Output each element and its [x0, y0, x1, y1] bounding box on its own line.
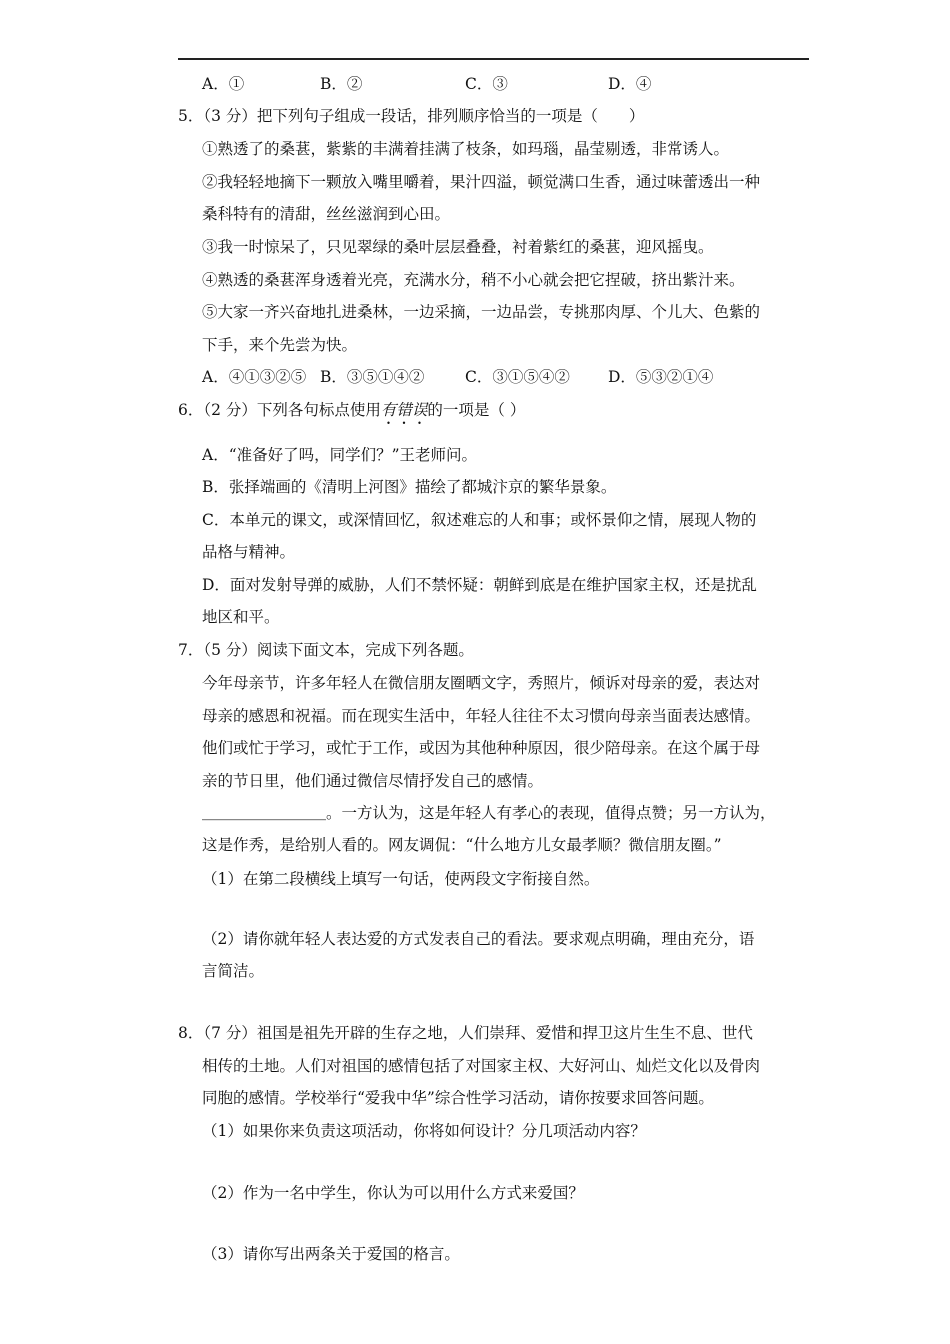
q8-subquestion-3: （3）请你写出两条关于爱国的格言。 — [202, 1245, 460, 1263]
q6-stem-emphasis: 有错误 — [380, 401, 428, 419]
q5-option-b: B．③⑤①④② — [320, 368, 425, 386]
q7-passage-line: 母亲的感恩和祝福。而在现实生活中，年轻人往往不太习惯向母亲当面表达感情。 — [202, 707, 761, 725]
q5-sentence: ④熟透的桑葚浑身透着光亮，充满水分，稍不小心就会把它捏破，挤出紫汁来。 — [202, 271, 745, 289]
q8-stem-line: 同胞的感情。学校举行“爱我中华”综合性学习活动，请你按要求回答问题。 — [202, 1089, 714, 1107]
q6-stem-before: 6．（2 分）下列各句标点使用 — [178, 401, 381, 419]
q6-option-d: D．面对发射导弹的威胁，人们不禁怀疑：朝鲜到底是在维护国家主权，还是扰乱 — [202, 576, 757, 594]
q8-stem-line: 相传的土地。人们对祖国的感情包括了对国家主权、大好河山、灿烂文化以及骨肉 — [202, 1057, 761, 1075]
q7-passage-line: ＿＿＿＿＿＿＿＿。一方认为，这是年轻人有孝心的表现，值得点赞；另一方认为， — [202, 804, 776, 822]
q4-option-a: A．① — [202, 75, 245, 93]
q7-subquestion-2-cont: 言简洁。 — [202, 962, 265, 980]
q5-sentence: ⑤大家一齐兴奋地扎进桑林，一边采摘，一边品尝，专挑那肉厚、个儿大、色紫的 — [202, 303, 761, 321]
q5-sentence: 桑科特有的清甜，丝丝滋润到心田。 — [202, 205, 451, 223]
q5-sentence: ①熟透了的桑葚，紫紫的丰满着挂满了枝条，如玛瑙，晶莹剔透，非常诱人。 — [202, 140, 730, 158]
q7-passage-line: 他们或忙于学习，或忙于工作，或因为其他种种原因，很少陪母亲。在这个属于母 — [202, 739, 761, 757]
q6-option-a: A．“准备好了吗，同学们？”王老师问。 — [202, 446, 478, 464]
q6-option-d-cont: 地区和平。 — [202, 608, 280, 626]
q4-option-d: D．④ — [608, 75, 652, 93]
q5-sentence: 下手，来个先尝为快。 — [202, 336, 358, 354]
q8-stem: 8．（7 分）祖国是祖先开辟的生存之地，人们崇拜、爱惜和捍卫这片生生不息、世代 — [178, 1024, 753, 1042]
q6-option-b: B．张择端画的《清明上河图》描绘了都城汴京的繁华景象。 — [202, 478, 617, 496]
q7-passage-line: 亲的节日里，他们通过微信尽情抒发自己的感情。 — [202, 772, 544, 790]
q5-stem: 5．（3 分）把下列句子组成一段话，排列顺序恰当的一项是（ ） — [178, 107, 645, 125]
q4-option-b: B．② — [320, 75, 363, 93]
q5-sentence: ②我轻轻地摘下一颗放入嘴里嚼着，果汁四溢，顿觉满口生香，通过味蕾透出一种 — [202, 173, 761, 191]
q6-stem — [178, 400, 525, 428]
q8-subquestion-2: （2）作为一名中学生，你认为可以用什么方式来爱国？ — [202, 1184, 584, 1202]
q6-stem-after: 的一项是（ ） — [427, 401, 526, 419]
q5-option-c: C．③①⑤④② — [465, 368, 570, 386]
q7-subquestion-1: （1）在第二段横线上填写一句话，使两段文字衔接自然。 — [202, 870, 600, 888]
header-rule — [178, 58, 809, 60]
q5-sentence: ③我一时惊呆了，只见翠绿的桑叶层层叠叠，衬着紫红的桑葚，迎风摇曳。 — [202, 238, 714, 256]
q4-option-c: C．③ — [465, 75, 508, 93]
q7-passage-line: 今年母亲节，许多年轻人在微信朋友圈晒文字，秀照片，倾诉对母亲的爱，表达对 — [202, 674, 761, 692]
q7-subquestion-2: （2）请你就年轻人表达爱的方式发表自己的看法。要求观点明确，理由充分，语 — [202, 930, 755, 948]
q7-stem: 7．（5 分）阅读下面文本，完成下列各题。 — [178, 641, 474, 659]
q6-option-c: C．本单元的课文，或深情回忆，叙述难忘的人和事；或怀景仰之情，展现人物的 — [202, 511, 757, 529]
q7-passage-line: 这是作秀，是给别人看的。网友调侃：“什么地方儿女最孝顺？微信朋友圈。” — [202, 836, 722, 854]
q5-option-a: A．④①③②⑤ — [202, 368, 307, 386]
q8-subquestion-1: （1）如果你来负责这项活动，你将如何设计？分几项活动内容？ — [202, 1122, 646, 1140]
q5-option-d: D．⑤③②①④ — [608, 368, 714, 386]
q6-option-c-cont: 品格与精神。 — [202, 543, 296, 561]
